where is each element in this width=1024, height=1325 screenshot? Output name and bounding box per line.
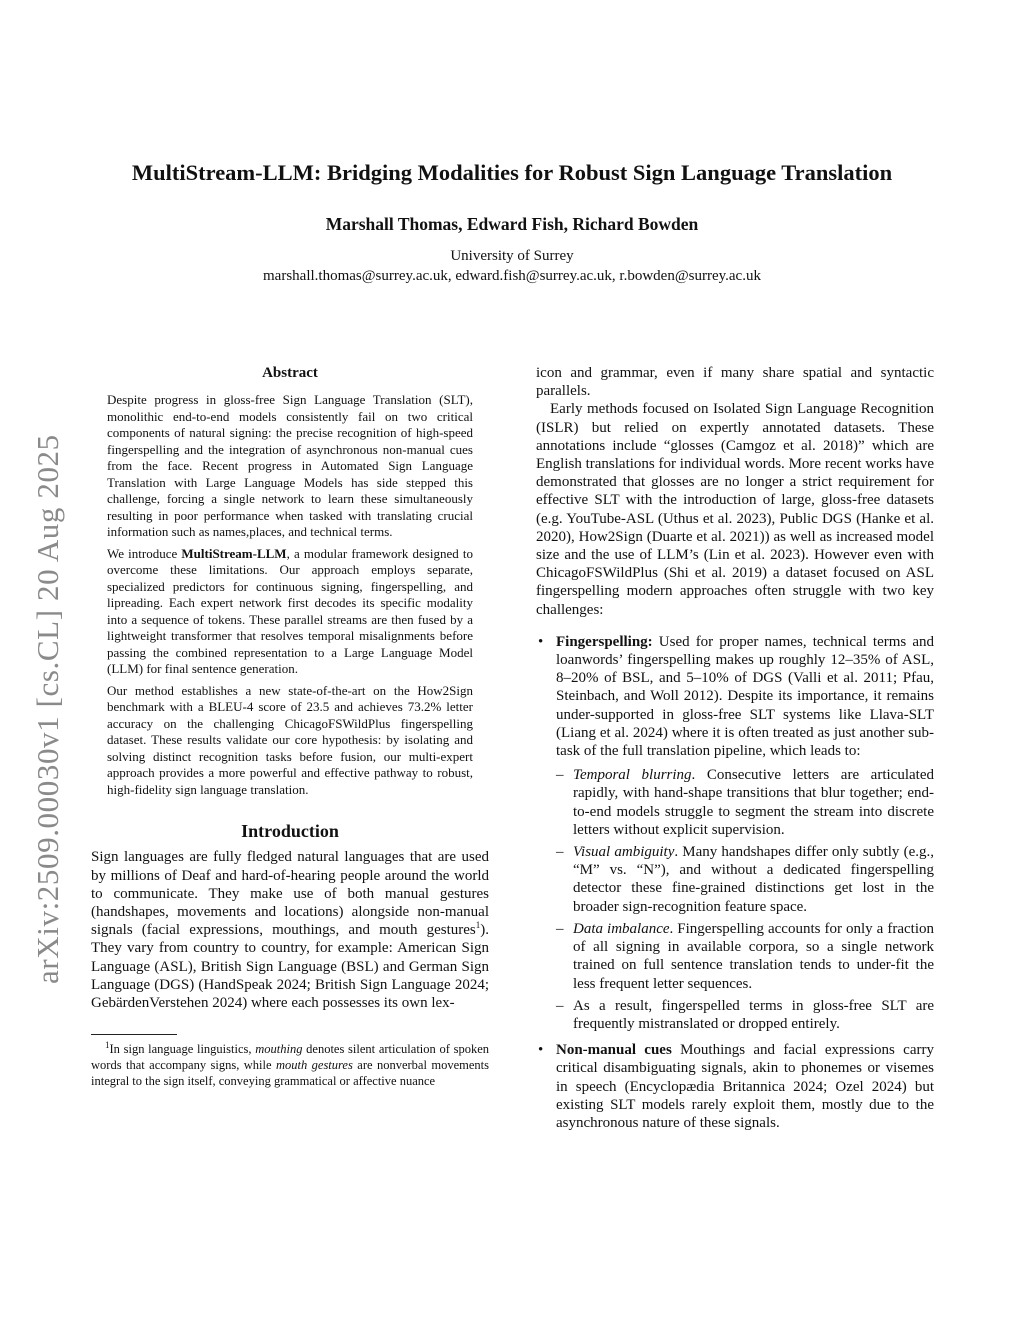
- abstract-heading: Abstract: [262, 365, 318, 381]
- abstract-paragraph-2: [107, 546, 473, 678]
- abstract-body: [91, 392, 489, 798]
- footnote-term-mouthing: mouthing: [255, 1042, 303, 1057]
- footnote-term-mouth-gestures: mouth gestures: [275, 1058, 353, 1073]
- challenge-1-text: Used for proper names, technical terms and loanwords’ fingerspelling makes up roughly 12–35% of ASL, 8–20% of BSL, and 5–10% of DGS (Valli et al. 2011; Pfau, Steinbach, and Woll 2012). Despite its importance, it remains under-supported in gloss-free SLT systems like Llava-SLT (Liang et al. 2024) where it is often treated as just another sub-task of the full translation pipeline, which leads to:: [556, 633, 934, 760]
- issue-2-text: . Many handshapes differ only subtly (e.g., “M” vs. “N”), and without a dedicated fingerspelling detector these fine-grained distinctions get lost in the broader sign-recognition feature space.: [573, 844, 934, 915]
- issue-4-text: As a result, fingerspelled terms in gloss-free SLT are frequently mistranslated or dropped entirely.: [573, 997, 934, 1032]
- bullet-mark: •: [538, 1042, 544, 1059]
- paper-title: MultiStream-LLM: Bridging Modalities for Robust Sign Language Translation: [131, 160, 893, 185]
- footnote-text-3: are nonverbal movements integral to the sign itself, conveying grammatical or affective nuance: [91, 1058, 490, 1089]
- issue-2-head: Visual ambiguity: [573, 844, 675, 861]
- issue-result: [556, 997, 934, 1033]
- footnote-1: [91, 1041, 489, 1089]
- dash-mark: –: [556, 920, 564, 937]
- author-list: Marshall Thomas, Edward Fish, Richard Bowden: [325, 214, 699, 234]
- challenge-1-head: Fingerspelling:: [556, 633, 653, 650]
- abstract-paragraph-3: Our method establishes a new state-of-the-art on the How2Sign benchmark with a BLEU-4 score of 23.5 and achieves 73.2% letter accuracy on the challenging ChicagoFSWildPlus fingerspelling dataset. These results validate our core hypothesis: by isolating and solving distinct recognition tasks before fusion, our multi-expert approach provides a more powerful and effective pathway to robust, high-fidelity sign language translation.: [107, 682, 473, 797]
- intro-p1-b: ). They vary from country to country, for example: American Sign Language (ASL), British Sign Language (BSL) and German Sign Language (DGS) (HandSpeak 2024; British Sign Language 2024; GebärdenVerstehen 2024) where each possesses its own lex-: [91, 922, 489, 1012]
- arxiv-side-label: arXiv:2509.00030v1 [cs.CL] 20 Aug 2025: [30, 434, 65, 984]
- affiliation: University of Surrey: [450, 248, 574, 264]
- issue-temporal-blurring: [556, 766, 934, 839]
- issue-3-head: Data imbalance: [573, 920, 670, 937]
- intro-paragraph-1-continued: icon and grammar, even if many share spatial and syntactic parallels.: [536, 365, 934, 400]
- challenge-fingerspelling: [536, 633, 934, 1033]
- challenge-list: [536, 633, 934, 1132]
- issue-visual-ambiguity: [556, 843, 934, 916]
- introduction-heading: Introduction: [241, 821, 339, 842]
- left-column: [91, 364, 489, 1089]
- issue-data-imbalance: [556, 920, 934, 993]
- footnote-text-2: denotes silent articulation of spoken words that accompany signs, while: [91, 1042, 489, 1073]
- challenge-2-head: Non-manual cues: [556, 1042, 672, 1059]
- intro-paragraph-2: Early methods focused on Isolated Sign Language Recognition (ISLR) but relied on expertly annotated datasets. These annotations include “glosses (Camgoz et al. 2018)” which are English translations for individual words. More recent works have demonstrated that glosses are no longer a strict requirement for effective SLT with the introduction of large, gloss-free datasets (e.g. YouTube-ASL (Uthus et al. 2023), Public DGS (Hanke et al. 2020), How2Sign (Duarte et al. 2021)) as well as increased model size and the use of LLM’s (Lin et al. 2023). However even with ChicagoFSWildPlus (Shi et al. 2019) a dataset focused on ASL fingerspelling modern approaches often struggle with two key challenges:: [536, 401, 934, 618]
- bullet-mark: •: [538, 633, 544, 650]
- issue-1-text: . Consecutive letters are articulated rapidly, with hand-shape transitions that blur together; end-to-end models struggle to segment the stream into discrete letters without explicit supervision.: [573, 767, 934, 838]
- footnote-text-1: In sign language linguistics,: [109, 1042, 256, 1057]
- fingerspelling-issues-list: [556, 766, 934, 1033]
- author-emails: marshall.thomas@surrey.ac.uk, edward.fish@surrey.ac.uk, r.bowden@surrey.ac.uk: [263, 268, 761, 284]
- abstract-p2-lead: We introduce: [107, 545, 182, 561]
- affiliation-block: [0, 246, 1024, 286]
- dash-mark: –: [556, 844, 564, 861]
- abstract-p2-rest: , a modular framework designed to overcome these limitations. Our approach employs separate, specialized predictors for continuous signing, fingerspelling, and lipreading. Each expert network first decodes its specific modality into a sequence of tokens. These parallel streams are then fused by a lightweight transformer that resolves temporal misalignments before passing the combined representation to a Large Language Model (LLM) for final sentence generation.: [107, 545, 473, 677]
- right-column: [536, 364, 934, 1140]
- footnote-mark: 1: [105, 1040, 110, 1051]
- issue-3-text: . Fingerspelling accounts for only a fraction of all signing in available corpora, so a single network trained on full sentence translation tends to under-fit the less frequent letter sequences.: [573, 920, 934, 992]
- footnote-divider: [91, 1034, 177, 1035]
- intro-paragraph-1: [91, 848, 489, 1012]
- challenge-2-text: Mouthings and facial expressions carry critical disambiguating signals, akin to phonemes or visemes in speech (Encyclopædia Britannica 2024; Ozel 2024) but existing SLT models rarely exploit them, mostly due to the asynchronous nature of these signals.: [556, 1042, 934, 1131]
- dash-mark: –: [556, 997, 564, 1014]
- issue-1-head: Temporal blurring: [573, 767, 692, 784]
- challenge-non-manual-cues: [536, 1041, 934, 1132]
- intro-p1-a: Sign languages are fully fledged natural languages that are used by millions of Deaf and hard-of-hearing people around the world to communicate. They make use of both manual gestures (handshapes, movements and locations) alongside non-manual signals (facial expressions, mouthings, and mouth gestures: [91, 849, 489, 939]
- abstract-paragraph-1: Despite progress in gloss-free Sign Language Translation (SLT), monolithic end-to-end models consistently fail on two critical components of natural signing: the precise recognition of high-speed fingerspelling and the integration of asynchronous non-manual cues from the face. Recent progress in Automated Sign Language Translation with Large Language Models has side stepped this challenge, forcing a single network to learn these simultaneously resulting in poor performance when tasked with translating crucial information such as names,places, and technical terms.: [107, 392, 473, 540]
- dash-mark: –: [556, 767, 564, 784]
- footnote-ref[interactable]: 1: [475, 920, 481, 931]
- framework-name: MultiStream-LLM: [181, 545, 287, 561]
